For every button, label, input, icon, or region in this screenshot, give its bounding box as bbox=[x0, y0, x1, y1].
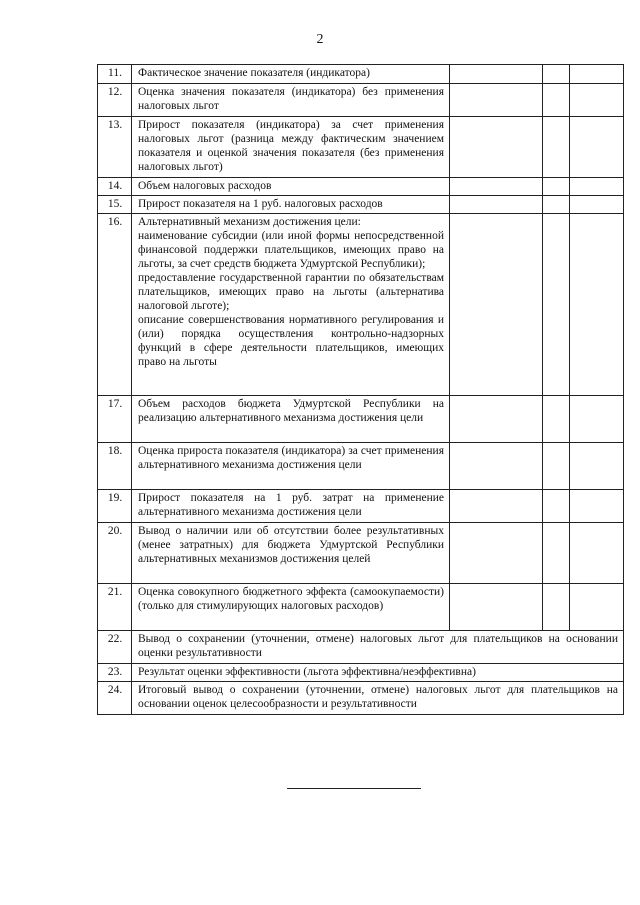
description-paragraph: Вывод о сохранении (уточнении, отмене) налоговых льгот для плательщиков на основании оценки результативности bbox=[138, 633, 618, 659]
row-description bbox=[132, 682, 624, 715]
row-number: 23. bbox=[98, 664, 132, 682]
description-paragraph: Оценка совокупного бюджетного эффекта (самоокупаемости) (только для стимулирующих налоговых расходов) bbox=[138, 586, 444, 612]
row-number: 16. bbox=[98, 214, 132, 396]
row-number: 18. bbox=[98, 443, 132, 490]
table-row bbox=[98, 196, 624, 214]
description-paragraph: Результат оценки эффективности (льгота эффективна/неэффективна) bbox=[138, 666, 476, 678]
description-paragraph: Оценка значения показателя (индикатора) без применения налоговых льгот bbox=[138, 86, 444, 112]
empty-cell bbox=[570, 117, 624, 178]
row-description bbox=[132, 117, 450, 178]
empty-cell bbox=[543, 178, 570, 196]
empty-cell bbox=[543, 443, 570, 490]
table-row bbox=[98, 664, 624, 682]
empty-cell bbox=[570, 584, 624, 631]
row-number: 19. bbox=[98, 490, 132, 523]
table-row bbox=[98, 117, 624, 178]
empty-cell bbox=[570, 178, 624, 196]
description-paragraph: Итоговый вывод о сохранении (уточнении, отмене) налоговых льгот для плательщиков на основании оценок целесообразности и результативности bbox=[138, 684, 618, 710]
description-paragraph: Объем налоговых расходов bbox=[138, 180, 272, 192]
table-row bbox=[98, 523, 624, 584]
row-number: 22. bbox=[98, 631, 132, 664]
empty-cell bbox=[570, 443, 624, 490]
empty-cell bbox=[450, 490, 543, 523]
table-row bbox=[98, 84, 624, 117]
empty-cell bbox=[570, 65, 624, 84]
empty-cell bbox=[450, 84, 543, 117]
empty-cell bbox=[543, 490, 570, 523]
empty-cell bbox=[450, 214, 543, 396]
empty-cell bbox=[543, 214, 570, 396]
empty-cell bbox=[450, 584, 543, 631]
empty-cell bbox=[450, 396, 543, 443]
row-description bbox=[132, 631, 624, 664]
row-description bbox=[132, 396, 450, 443]
empty-cell bbox=[450, 196, 543, 214]
empty-cell bbox=[450, 117, 543, 178]
description-paragraph: предоставление государственной гарантии по обязательствам плательщиков, имеющих право на льготы (альтернатива налоговой льготе); bbox=[138, 272, 444, 312]
row-description bbox=[132, 196, 450, 214]
description-paragraph: наименование субсидии (или иной формы непосредственной финансовой поддержки плательщиков, имеющих право на льготы, за счет средств бюджета Удмуртской Республики); bbox=[138, 230, 444, 270]
table-row bbox=[98, 65, 624, 84]
empty-cell bbox=[543, 196, 570, 214]
row-number: 11. bbox=[98, 65, 132, 84]
empty-cell bbox=[543, 84, 570, 117]
description-paragraph: Вывод о наличии или об отсутствии более результативных (менее затратных) для бюджета Удмуртской Республики альтернативных механизмов достижения целей bbox=[138, 525, 444, 565]
empty-cell bbox=[570, 523, 624, 584]
evaluation-table bbox=[97, 64, 624, 715]
row-description bbox=[132, 443, 450, 490]
row-number: 20. bbox=[98, 523, 132, 584]
row-number: 13. bbox=[98, 117, 132, 178]
empty-cell bbox=[570, 84, 624, 117]
row-description bbox=[132, 523, 450, 584]
row-description bbox=[132, 584, 450, 631]
table-row bbox=[98, 178, 624, 196]
description-paragraph: Прирост показателя (индикатора) за счет применения налоговых льгот (разница между фактическим значением показателя и оценкой значения показателя (без применения налоговых льгот) bbox=[138, 119, 444, 173]
empty-cell bbox=[543, 65, 570, 84]
description-paragraph: Прирост показателя на 1 руб. налоговых расходов bbox=[138, 198, 383, 210]
table-row bbox=[98, 584, 624, 631]
row-number: 24. bbox=[98, 682, 132, 715]
row-number: 15. bbox=[98, 196, 132, 214]
table-row bbox=[98, 396, 624, 443]
table-row bbox=[98, 631, 624, 664]
description-paragraph: Оценка прироста показателя (индикатора) за счет применения альтернативного механизма достижения цели bbox=[138, 445, 444, 471]
table-row bbox=[98, 443, 624, 490]
row-description bbox=[132, 664, 624, 682]
empty-cell bbox=[543, 396, 570, 443]
row-number: 12. bbox=[98, 84, 132, 117]
empty-cell bbox=[450, 443, 543, 490]
empty-cell bbox=[450, 65, 543, 84]
description-paragraph: описание совершенствования нормативного регулирования и (или) порядка осуществления контрольно-надзорных функций в сфере деятельности плательщиков, имеющих право на льготы bbox=[138, 314, 444, 368]
empty-cell bbox=[570, 490, 624, 523]
row-number: 21. bbox=[98, 584, 132, 631]
empty-cell bbox=[570, 214, 624, 396]
empty-cell bbox=[543, 523, 570, 584]
table-row bbox=[98, 490, 624, 523]
empty-cell bbox=[450, 523, 543, 584]
empty-cell bbox=[543, 117, 570, 178]
empty-cell bbox=[570, 396, 624, 443]
description-paragraph: Прирост показателя на 1 руб. затрат на применение альтернативного механизма достижения цели bbox=[138, 492, 444, 518]
description-paragraph: Фактическое значение показателя (индикатора) bbox=[138, 67, 370, 79]
row-description bbox=[132, 65, 450, 84]
end-of-document-rule bbox=[287, 788, 421, 789]
row-description bbox=[132, 214, 450, 396]
row-description bbox=[132, 84, 450, 117]
empty-cell bbox=[450, 178, 543, 196]
description-paragraph: Объем расходов бюджета Удмуртской Республики на реализацию альтернативного механизма достижения цели bbox=[138, 398, 444, 424]
row-number: 17. bbox=[98, 396, 132, 443]
empty-cell bbox=[543, 584, 570, 631]
row-description bbox=[132, 490, 450, 523]
row-description bbox=[132, 178, 450, 196]
page-number: 2 bbox=[316, 32, 324, 47]
table-row bbox=[98, 214, 624, 396]
table-row bbox=[98, 682, 624, 715]
empty-cell bbox=[570, 196, 624, 214]
description-paragraph: Альтернативный механизм достижения цели: bbox=[138, 216, 361, 228]
row-number: 14. bbox=[98, 178, 132, 196]
